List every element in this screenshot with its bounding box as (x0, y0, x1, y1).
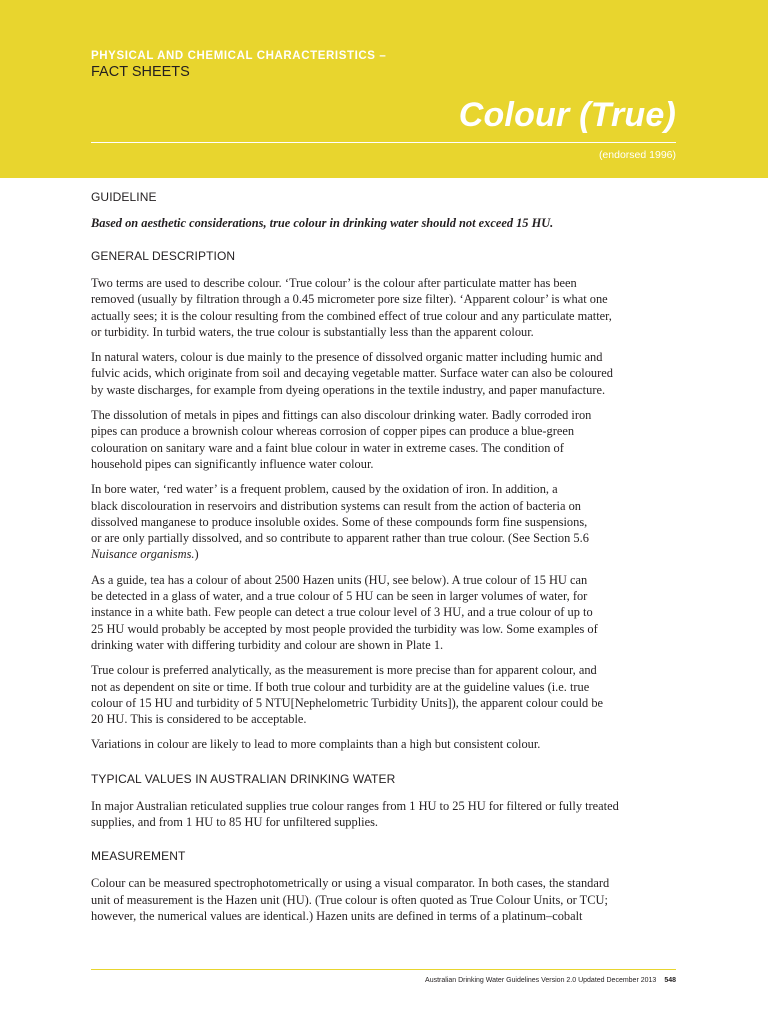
paragraph: True colour is preferred analytically, as the measurement is more precise than for apparent colour, and not as dependent on site or time. If both true colour and turbidity are at the guideline values (i.e. true colour of 15 HU and turbidity of 5 NTU[Nephelometric Turbidity Units]), the apparent colour could be 20 HU. This is considered to be acceptable. (91, 663, 604, 727)
footer-citation: Australian Drinking Water Guidelines Version 2.0 Updated December 2013 (425, 977, 657, 984)
document-body (91, 189, 676, 924)
guideline-statement: Based on aesthetic considerations, true colour in drinking water should not exceed 15 HU. (91, 216, 554, 230)
page-number: 548 (664, 977, 676, 984)
banner-divider (91, 142, 676, 143)
header-banner (0, 0, 768, 178)
page-title: Colour (True) (458, 96, 676, 134)
paragraph: As a guide, tea has a colour of about 2500 Hazen units (HU, see below). A true colour of 15 HU can be detected in a glass of water, and a true colour of 5 HU can be seen in larger volumes of water, for instance in a white bath. Few people can detect a true colour level of 3 HU, and a true colour of up to 25 HU would probably be accepted by most people provided the turbidity was low. Some examples of drinking water with differing turbidity and colour are shown in Plate 1. (91, 572, 598, 652)
endorsed-note: (endorsed 1996) (598, 149, 676, 161)
paragraph: In natural waters, colour is due mainly to the presence of dissolved organic matter including humic and fulvic acids, which originate from soil and decaying vegetable matter. Surface water can also be coloured by waste discharges, for example from dyeing operations in the textile industry, and paper manufacture. (91, 350, 613, 397)
measurement-heading: MEASUREMENT (91, 849, 186, 864)
paragraph: In bore water, ‘red water’ is a frequent problem, caused by the oxidation of iron. In addition, a black discolouration in reservoirs and distribution systems can result from the action of bacteria on dissolved manganese to produce insoluble oxides. Some of these compounds form fine suspensions, or are only partially dissolved, and so contribute to apparent rather than true colour. (See Section 5.6 Nuisance organisms.) (91, 482, 589, 562)
series-label: FACT SHEETS (91, 64, 190, 80)
page-footer (425, 977, 676, 984)
footer-divider (91, 969, 676, 970)
paragraph: Variations in colour are likely to lead to more complaints than a high but consistent colour. (91, 737, 541, 752)
section-eyebrow: PHYSICAL AND CHEMICAL CHARACTERISTICS – (91, 50, 387, 62)
typical-values-heading: TYPICAL VALUES IN AUSTRALIAN DRINKING WATER (91, 771, 396, 786)
paragraph: Two terms are used to describe colour. ‘True colour’ is the colour after particulate matter has been removed (usually by filtration through a 0.45 micrometer pore size filter). ‘Apparent colour’ is what one actually sees; it is the colour resulting from the combined effect of true colour and any particulate matter, or turbidity. In turbid waters, the true colour is substantially less than the apparent colour. (91, 276, 612, 339)
general-description-heading: GENERAL DESCRIPTION (91, 249, 236, 263)
paragraph: Colour can be measured spectrophotometrically or using a visual comparator. In both cases, the standard unit of measurement is the Hazen unit (HU). (True colour is often quoted as True Colour Units, or TCU; however, the numerical values are identical.) Hazen units are defined in terms of a platinum–cobalt (91, 876, 610, 923)
paragraph: In major Australian reticulated supplies true colour ranges from 1 HU to 25 HU for filtered or fully treated supplies, and from 1 HU to 85 HU for unfiltered supplies. (91, 798, 619, 830)
cross-reference-link: Nuisance organisms. (91, 547, 195, 562)
guideline-heading: GUIDELINE (91, 190, 157, 204)
paragraph: The dissolution of metals in pipes and fittings can also discolour drinking water. Badly corroded iron pipes can produce a brownish colour whereas corrosion of copper pipes can produce a blue-green colouration on sanitary ware and a faint blue colour in water in extreme cases. The condition of household pipes can significantly influence water colour. (91, 408, 592, 471)
